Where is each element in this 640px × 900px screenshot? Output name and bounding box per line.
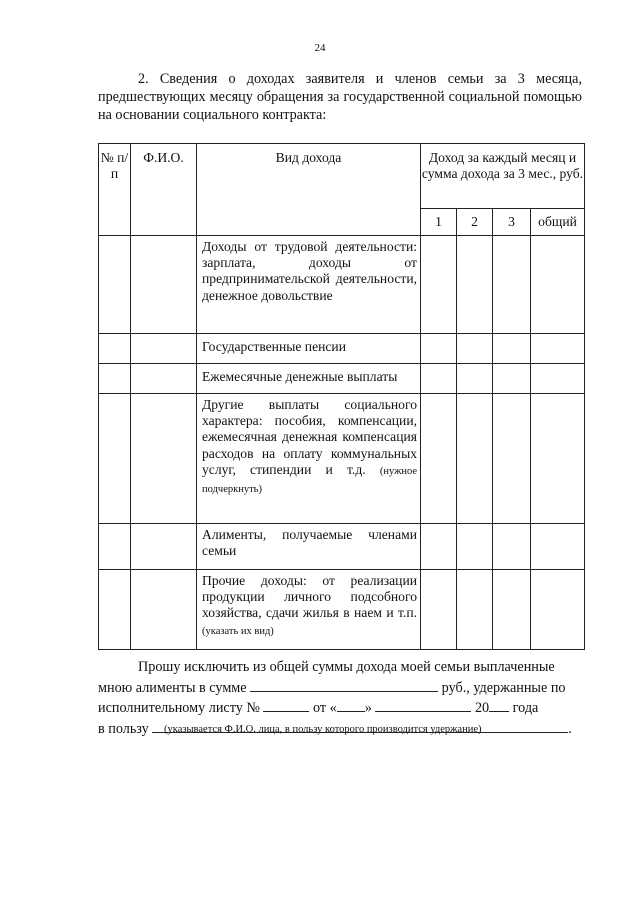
header-income: Доход за каждый месяц и сумма дохода за 3 мес., руб. [421, 144, 585, 209]
table-header-row [99, 144, 585, 209]
cell-num [99, 236, 131, 334]
beneficiary-caption: (указывается Ф.И.О. лица, в пользу которого производится удержание) [164, 724, 482, 735]
cell-month-2 [457, 394, 493, 524]
income-table [98, 143, 585, 650]
cell-income-type: Ежемесячные денежные выплаты [197, 364, 421, 394]
table-row [99, 394, 585, 524]
header-income-type: Вид дохода [197, 144, 421, 236]
page-number: 24 [314, 42, 326, 54]
cell-fio [131, 524, 197, 570]
table-row [99, 524, 585, 570]
cell-income-type: Доходы от трудовой деятельности: зарплата, доходы от предпринимательской деятельности, денежное довольствие [197, 236, 421, 334]
cell-num [99, 570, 131, 650]
table-row [99, 334, 585, 364]
cell-num [99, 394, 131, 524]
cell-month-2 [457, 236, 493, 334]
cell-month-1 [421, 334, 457, 364]
cell-income-type: Прочие доходы: от реализации продукции личного подсобного хозяйства, сдачи жилья в наем и т.п. (указать их вид) [197, 570, 421, 650]
cell-month-3 [493, 236, 531, 334]
cell-month-3 [493, 364, 531, 394]
header-month-1: 1 [421, 209, 457, 236]
table-row [99, 364, 585, 394]
day-blank[interactable] [337, 697, 365, 712]
cell-total [531, 524, 585, 570]
cell-fio [131, 394, 197, 524]
cell-month-3 [493, 524, 531, 570]
cell-num [99, 334, 131, 364]
amount-blank[interactable] [250, 677, 438, 692]
month-blank[interactable] [375, 697, 471, 712]
cell-num [99, 524, 131, 570]
header-total: общий [531, 209, 585, 236]
request-line-2: мною алименты в сумме руб., удержанные по [98, 677, 584, 698]
cell-total [531, 334, 585, 364]
cell-fio [131, 236, 197, 334]
cell-fio [131, 364, 197, 394]
cell-month-1 [421, 364, 457, 394]
cell-total [531, 570, 585, 650]
cell-month-2 [457, 570, 493, 650]
table-row [99, 236, 585, 334]
request-line-4: в пользу . [98, 718, 584, 739]
cell-month-2 [457, 334, 493, 364]
cell-income-type: Алименты, получаемые членами семьи [197, 524, 421, 570]
request-line-1: Прошу исключить из общей суммы дохода моей семьи выплаченные [138, 659, 555, 675]
cell-income-type: Другие выплаты социального характера: пособия, компенсации, ежемесячная денежная компенсация расходов на оплату коммунальных услуг, стипендии и т.д. (нужное подчеркнуть) [197, 394, 421, 524]
cell-month-1 [421, 236, 457, 334]
table-row [99, 570, 585, 650]
cell-month-3 [493, 334, 531, 364]
cell-month-2 [457, 364, 493, 394]
cell-total [531, 394, 585, 524]
request-line-3: исполнительному листу № от « » 20 года [98, 697, 584, 718]
header-fio: Ф.И.О. [131, 144, 197, 236]
cell-month-3 [493, 570, 531, 650]
year-blank[interactable] [489, 697, 509, 712]
header-month-3: 3 [493, 209, 531, 236]
cell-fio [131, 334, 197, 364]
note-text: (указать их вид) [202, 625, 274, 637]
cell-income-type: Государственные пенсии [197, 334, 421, 364]
intro-paragraph: 2. Сведения о доходах заявителя и членов семьи за 3 месяца, предшествующих месяцу обращения за государственной социальной помощью на основании социального контракта: [98, 71, 582, 123]
cell-fio [131, 570, 197, 650]
writ-number-blank[interactable] [263, 697, 309, 712]
cell-month-3 [493, 394, 531, 524]
cell-month-1 [421, 394, 457, 524]
header-num: № п/п [99, 144, 131, 236]
cell-total [531, 236, 585, 334]
header-month-2: 2 [457, 209, 493, 236]
cell-num [99, 364, 131, 394]
note-text: (нужное подчеркнуть) [202, 465, 417, 496]
cell-month-1 [421, 570, 457, 650]
cell-total [531, 364, 585, 394]
cell-month-2 [457, 524, 493, 570]
cell-month-1 [421, 524, 457, 570]
